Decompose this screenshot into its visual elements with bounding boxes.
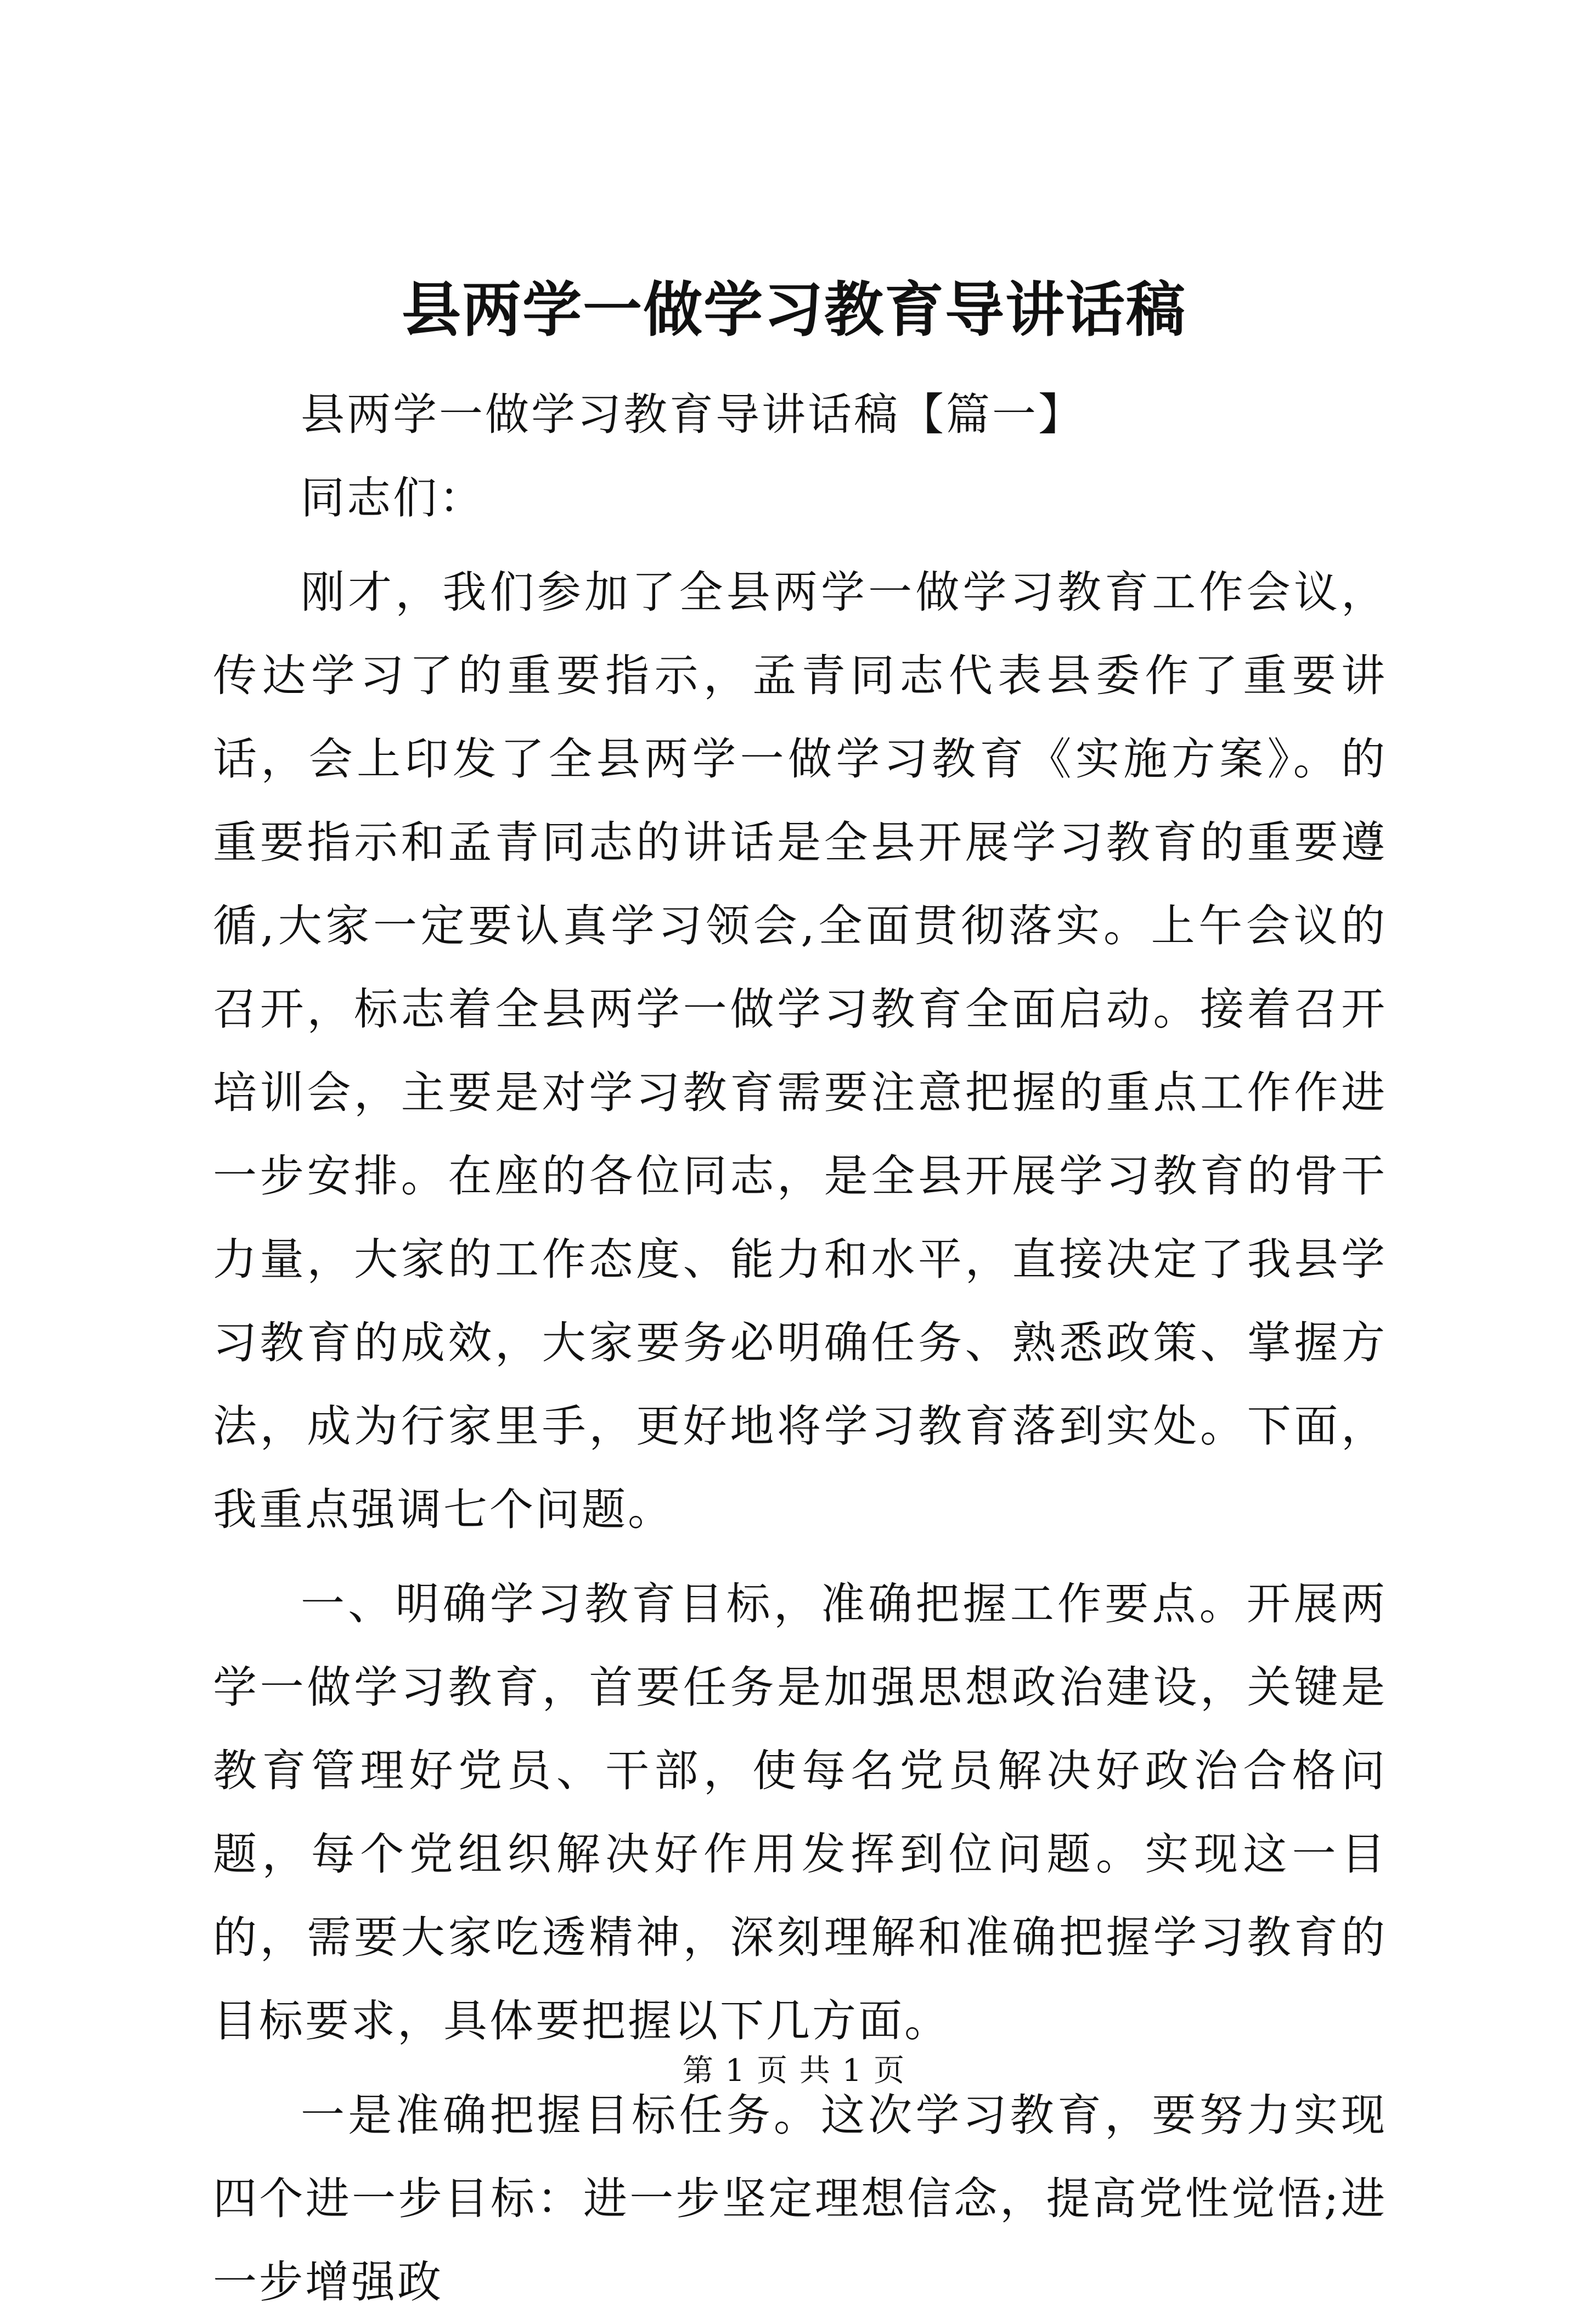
body-paragraph: 一是准确把握目标任务。这次学习教育，要努力实现四个进一步目标：进一步坚定理想信念，提高党性觉悟;进一步增强政 [213, 2090, 1387, 2308]
document-body [213, 373, 1387, 2324]
body-paragraph: 刚才，我们参加了全县两学一做学习教育工作会议，传达学习了的重要指示，孟青同志代表县委作了重要讲话，会上印发了全县两学一做学习教育《实施方案》。的重要指示和孟青同志的讲话是全县开展学习教育的重要遵循,大家一定要认真学习领会,全面贯彻落实。上午会议的召开，标志着全县两学一做学习教育全面启动。接着召开培训会，主要是对学习教育需要注意把握的重点工作作进一步安排。在座的各位同志，是全县开展学习教育的骨干力量，大家的工作态度、能力和水平，直接决定了我县学习教育的成效，大家要务必明确任务、熟悉政策、掌握方法，成为行家里手，更好地将学习教育落到实处。下面，我重点强调七个问题。 [213, 567, 1387, 1535]
body-paragraph: 一、明确学习教育目标，准确把握工作要点。开展两学一做学习教育，首要任务是加强思想政治建设，关键是教育管理好党员、干部，使每名党员解决好政治合格问题，每个党组织解决好作用发挥到位问题。实现这一目的，需要大家吃透精神，深刻理解和准确把握学习教育的目标要求，具体要把握以下几方面。 [213, 1578, 1387, 2046]
page-footer: 第 1 页 共 1 页 [682, 2053, 906, 2089]
salutation-paragraph: 同志们： [301, 472, 485, 523]
document-title: 县两学一做学习教育导讲话稿 [401, 275, 1186, 345]
subtitle-paragraph: 县两学一做学习教育导讲话稿【篇一】 [301, 389, 1084, 440]
